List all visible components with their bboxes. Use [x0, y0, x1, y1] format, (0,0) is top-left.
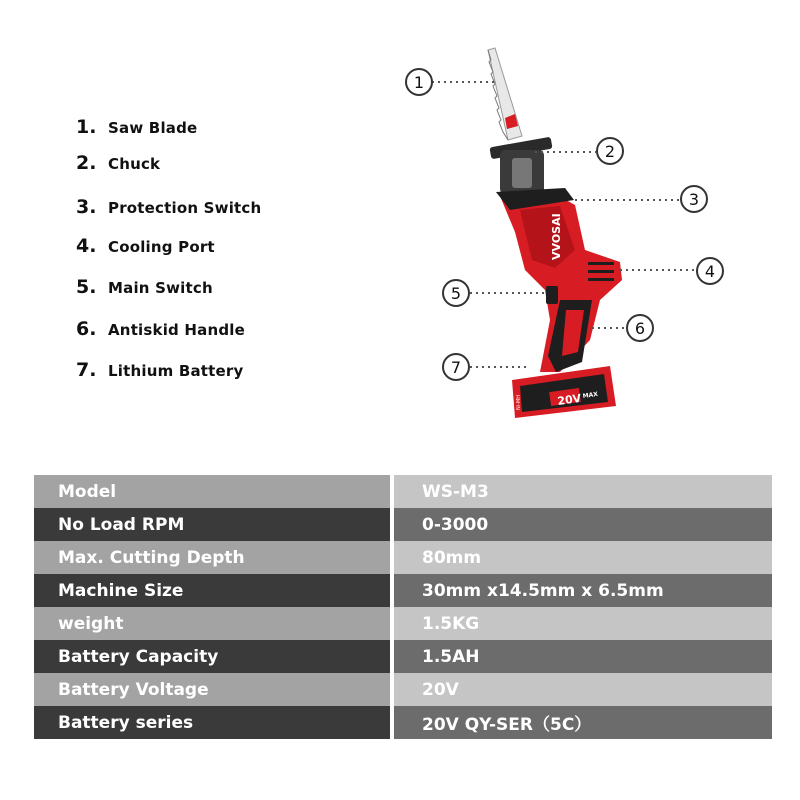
callout-number: 1	[413, 73, 425, 92]
battery-voltage-text: 20V	[556, 391, 583, 408]
spec-key: Battery Capacity	[34, 640, 392, 673]
part-label: Cooling Port	[108, 238, 215, 256]
spec-value: WS-M3	[392, 475, 772, 508]
callout-number: 7	[450, 358, 462, 377]
part-item-main-switch	[76, 276, 213, 298]
spec-value: 1.5AH	[392, 640, 772, 673]
battery	[512, 366, 616, 418]
brand-text: VVOSAI	[550, 213, 563, 260]
part-item-antiskid-handle	[76, 318, 245, 340]
tool-body	[496, 188, 622, 372]
callout-number: 2	[604, 142, 616, 161]
spec-table	[34, 475, 772, 739]
part-number: 1.	[76, 116, 97, 138]
callout-number: 3	[688, 190, 700, 209]
spec-key: Max. Cutting Depth	[34, 541, 392, 574]
spec-row-weight	[34, 607, 772, 640]
part-number: 5.	[76, 276, 97, 298]
part-label: Saw Blade	[108, 119, 198, 137]
spec-row-max-cutting-depth	[34, 541, 772, 574]
spec-value: 0-3000	[392, 508, 772, 541]
spec-key: No Load RPM	[34, 508, 392, 541]
part-label: Antiskid Handle	[108, 321, 246, 339]
part-item-lithium-battery	[76, 359, 243, 381]
spec-row-no-load-rpm	[34, 508, 772, 541]
callout-3	[681, 186, 707, 212]
reciprocating-saw-image	[400, 40, 740, 430]
battery-max-text: MAX	[582, 390, 599, 400]
part-number: 7.	[76, 359, 97, 381]
chuck	[489, 137, 552, 194]
part-label: Main Switch	[108, 279, 213, 297]
part-label: Chuck	[108, 155, 161, 173]
part-number: 3.	[76, 196, 97, 218]
part-label: Lithium Battery	[108, 362, 244, 380]
part-number: 6.	[76, 318, 97, 340]
spec-value: 80mm	[392, 541, 772, 574]
callout-4	[697, 258, 723, 284]
spec-key: Model	[34, 475, 392, 508]
part-item-protection-switch	[76, 196, 261, 218]
callout-number: 5	[450, 284, 462, 303]
spec-value: 1.5KG	[392, 607, 772, 640]
spec-row-battery-capacity	[34, 640, 772, 673]
part-item-chuck	[76, 152, 160, 174]
callout-1	[406, 69, 432, 95]
spec-key: weight	[34, 607, 392, 640]
spec-key: Battery series	[34, 706, 392, 739]
callout-5	[443, 280, 469, 306]
spec-value: 20V QY-SER（5C）	[392, 706, 772, 739]
spec-row-model	[34, 475, 772, 508]
callout-number: 6	[634, 319, 646, 338]
part-number: 4.	[76, 235, 97, 257]
battery-side-text: Ni-MH	[516, 394, 522, 410]
spec-row-battery-voltage	[34, 673, 772, 706]
part-item-saw-blade	[76, 116, 197, 138]
saw-blade	[488, 48, 522, 140]
part-label: Protection Switch	[108, 199, 262, 217]
spec-key: Machine Size	[34, 574, 392, 607]
spec-row-battery-series	[34, 706, 772, 739]
callout-7	[443, 354, 469, 380]
spec-key: Battery Voltage	[34, 673, 392, 706]
callout-number: 4	[704, 262, 716, 281]
part-number: 2.	[76, 152, 97, 174]
part-item-cooling-port	[76, 235, 215, 257]
spec-row-machine-size	[34, 574, 772, 607]
spec-value: 20V	[392, 673, 772, 706]
callout-2	[597, 138, 623, 164]
product-illustration	[400, 40, 740, 430]
callout-6	[627, 315, 653, 341]
spec-value: 30mm x14.5mm x 6.5mm	[392, 574, 772, 607]
